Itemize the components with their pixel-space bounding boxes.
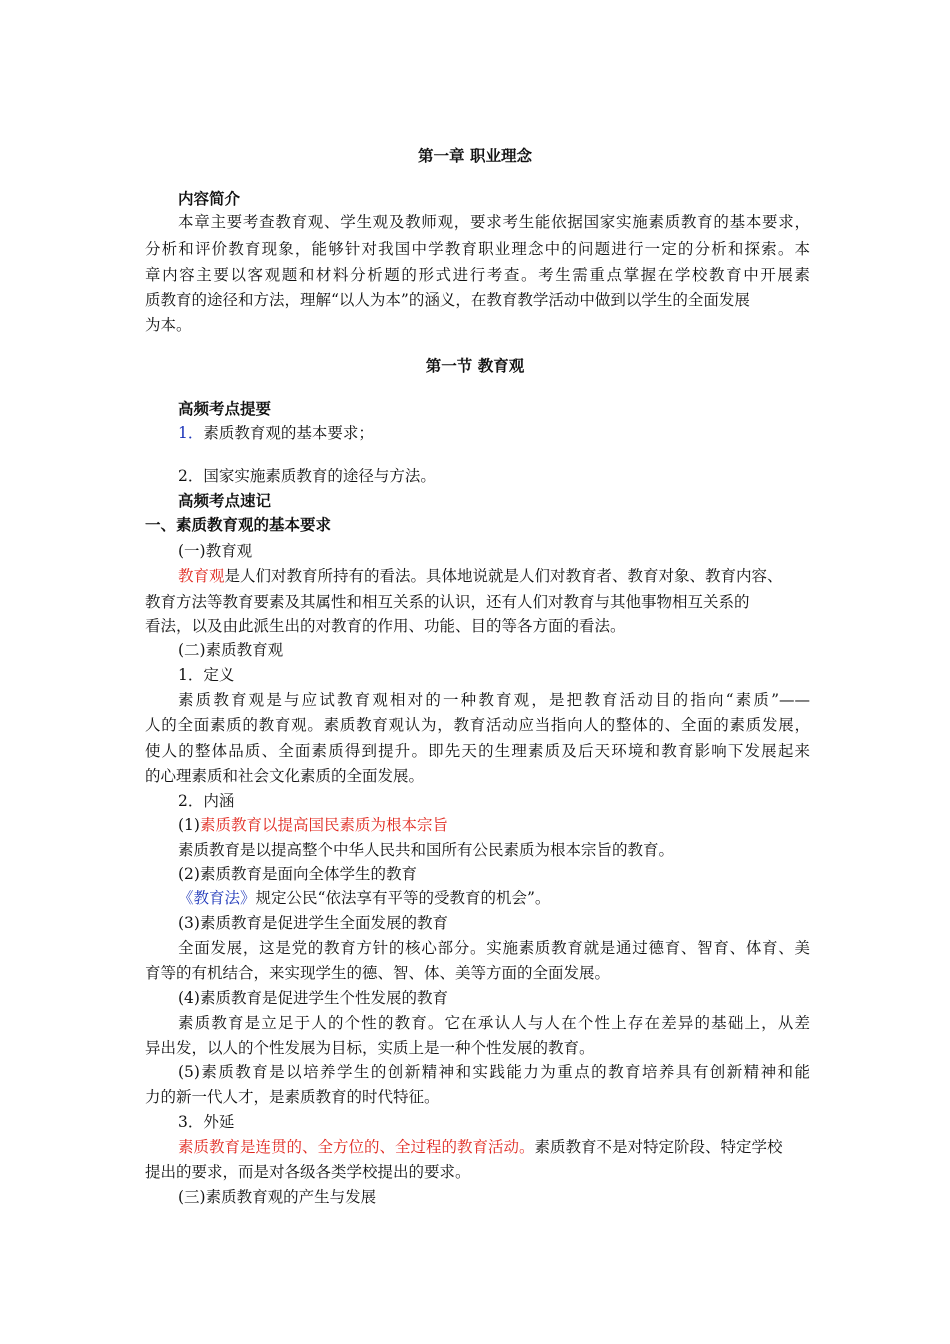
paragraph-line: 教育方法等教育要素及其属性和相互关系的认识，还有人们对教育与其他事物相互关系的 <box>145 593 750 611</box>
item-title: (3)素质教育是促进学生全面发展的教育 <box>178 914 448 932</box>
key-point-item <box>178 423 843 443</box>
item-title: (4)素质教育是促进学生个性发展的教育 <box>178 989 448 1007</box>
paragraph-text: 素质教育不是对特定阶段、特定学校 <box>534 1138 783 1156</box>
paragraph-line: 力的新一代人才，是素质教育的时代特征。 <box>145 1088 440 1106</box>
item-title: 2．内涵 <box>178 792 235 810</box>
subsection-title: (三)素质教育观的产生与发展 <box>178 1188 377 1206</box>
paragraph-line: 素质教育观是与应试教育观相对的一种教育观，是把教育活动目的指向“素质”—— <box>178 691 810 709</box>
law-reference: 《教育法》 <box>178 889 256 907</box>
intro-line: 分析和评价教育现象，能够针对我国中学教育职业理念中的问题进行一定的分析和探索。本 <box>145 240 810 258</box>
intro-line: 章内容主要以客观题和材料分析题的形式进行考查。考生需重点掌握在学校教育中开展素 <box>145 266 810 284</box>
paragraph-line: 看法，以及由此派生出的对教育的作用、功能、目的等各方面的看法。 <box>145 617 626 635</box>
term-highlight: 教育观 <box>178 567 225 585</box>
paragraph-line: 全面发展，这是党的教育方针的核心部分。实施素质教育就是通过德育、智育、体育、美 <box>178 939 810 957</box>
item-number: 1． <box>178 424 204 442</box>
paragraph-line: 育等的有机结合，来实现学生的德、智、体、美等方面的全面发展。 <box>145 964 611 982</box>
key-points-heading: 高频考点提要 <box>178 399 272 418</box>
chapter-title: 第一章 职业理念 <box>418 146 532 165</box>
paragraph-line <box>178 888 843 908</box>
paragraph-line: 素质教育是以提高整个中华人民共和国所有公民素质为根本宗旨的教育。 <box>178 841 675 859</box>
term-highlight: 素质教育以提高国民素质为根本宗旨 <box>199 816 448 834</box>
item-title <box>178 815 843 835</box>
item-title: (2)素质教育是面向全体学生的教育 <box>178 865 417 883</box>
paragraph-line: 素质教育是立足于人的个性的教育。它在承认人与人在个性上存在差异的基础上，从差 <box>178 1014 810 1032</box>
section-title: 第一节 教育观 <box>425 356 525 375</box>
term-highlight: 素质教育是连贯的、全方位的、全过程的教育活动。 <box>178 1138 535 1156</box>
memo-heading: 高频考点速记 <box>178 491 272 510</box>
item-title: 3．外延 <box>178 1113 235 1131</box>
paragraph-line: 使人的整体品质、全面素质得到提升。即先天的生理素质及后天环境和教育影响下发展起来 <box>145 742 810 760</box>
item-text: 素质教育观的基本要求； <box>203 424 374 442</box>
subsection-title: (二)素质教育观 <box>178 641 284 659</box>
key-point-item: 2．国家实施素质教育的途径与方法。 <box>178 467 436 485</box>
item-number: (1) <box>178 816 200 834</box>
item-title: 1．定义 <box>178 666 235 684</box>
subsection-title: (一)教育观 <box>178 542 253 560</box>
paragraph-line: 异出发，以人的个性发展为目标，实质上是一种个性发展的教育。 <box>145 1039 595 1057</box>
paragraph-line: (5)素质教育是以培养学生的创新精神和实践能力为重点的教育培养具有创新精神和能 <box>178 1063 810 1081</box>
intro-heading: 内容简介 <box>178 189 241 208</box>
intro-line: 本章主要考查教育观、学生观及教师观，要求考生能依据国家实施素质教育的基本要求， <box>178 213 810 231</box>
paragraph-line <box>178 1137 843 1157</box>
part-heading: 一、素质教育观的基本要求 <box>145 515 332 534</box>
paragraph-line <box>178 566 843 586</box>
paragraph-line: 提出的要求，而是对各级各类学校提出的要求。 <box>145 1163 471 1181</box>
paragraph-text: 规定公民“依法享有平等的受教育的机会”。 <box>255 889 551 907</box>
intro-line: 质教育的途径和方法，理解“以人为本”的涵义，在教育教学活动中做到以学生的全面发展 <box>145 291 750 309</box>
paragraph-text: 是人们对教育所持有的看法。具体地说就是人们对教育者、教育对象、教育内容、 <box>224 567 783 585</box>
paragraph-line: 的心理素质和社会文化素质的全面发展。 <box>145 767 425 785</box>
intro-line: 为本。 <box>145 316 192 334</box>
paragraph-line: 人的全面素质的教育观。素质教育观认为，教育活动应当指向人的整体的、全面的素质发展， <box>145 716 810 734</box>
